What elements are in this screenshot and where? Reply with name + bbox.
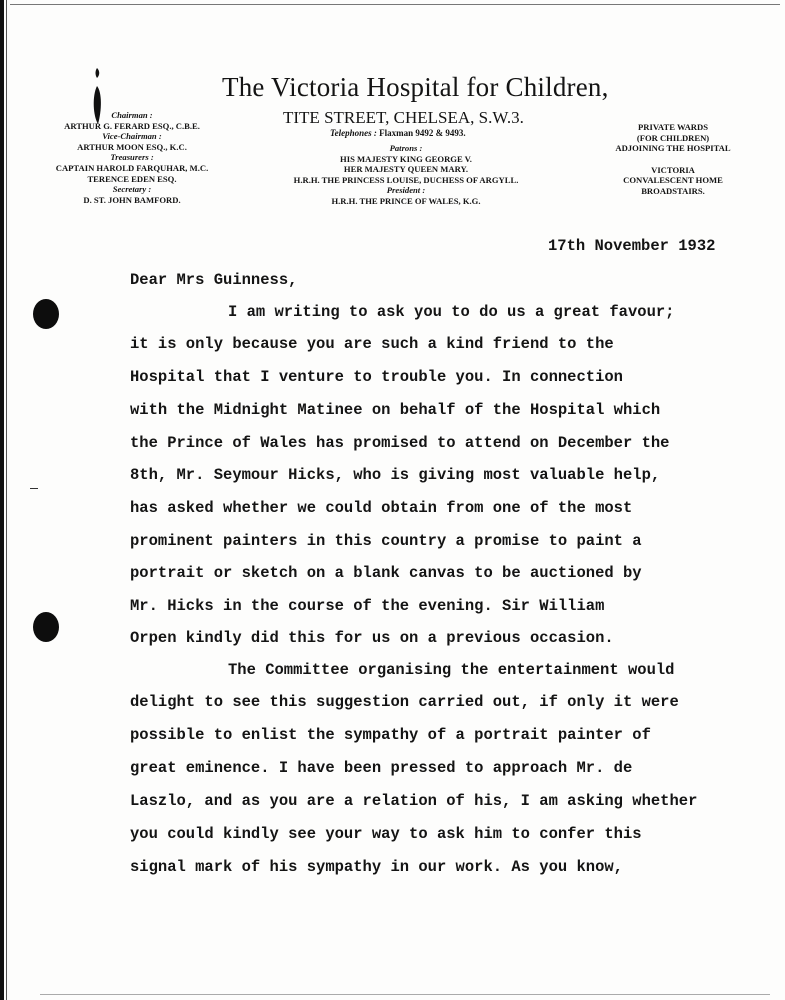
scan-edge-line <box>6 0 7 1000</box>
column-gap <box>598 154 748 165</box>
scan-tick-mark <box>30 488 38 489</box>
president-name: H.R.H. THE PRINCE OF WALES, K.G. <box>331 195 481 206</box>
convalescent-line: CONVALESCENT HOME <box>623 175 723 186</box>
body-line: possible to enlist the sympathy of a portrait painter of <box>130 726 651 744</box>
body-line: the Prince of Wales has promised to attend on December the <box>130 434 670 452</box>
treasurer-name: CAPTAIN HAROLD FARQUHAR, M.C. <box>55 162 209 173</box>
patrons-label: Patrons : <box>389 143 423 153</box>
body-line: delight to see this suggestion carried out, if only it were <box>130 693 679 711</box>
body-line: signal mark of his sympathy in our work. As you know, <box>130 858 623 876</box>
body-line: Hospital that I venture to trouble you. In connection <box>130 368 623 386</box>
telephone-value: Flaxman 9492 & 9493. <box>379 128 466 138</box>
body-line: Orpen kindly did this for us on a previous occasion. <box>130 629 614 647</box>
punch-hole-top <box>33 299 59 329</box>
body-line: portrait or sketch on a blank canvas to be auctioned by <box>130 564 642 582</box>
body-line: Laszlo, and as you are a relation of his, I am asking whether <box>130 792 698 810</box>
private-wards-line: ADJOINING THE HOSPITAL <box>615 143 731 154</box>
secretary-name: D. ST. JOHN BAMFORD. <box>83 194 181 205</box>
treasurers-role: Treasurers : <box>110 152 154 163</box>
chairman-name: ARTHUR G. FERARD ESQ., C.B.E. <box>64 120 200 131</box>
body-line: Mr. Hicks in the course of the evening. Sir William <box>130 597 605 615</box>
scan-bottom-rule <box>40 994 770 995</box>
chairman-role: Chairman : <box>111 110 153 120</box>
patron-name: H.R.H. THE PRINCESS LOUISE, DUCHESS OF ARGYLL. <box>293 174 519 185</box>
convalescent-line: VICTORIA <box>651 164 695 175</box>
body-line: great eminence. I have been pressed to approach Mr. de <box>130 759 633 777</box>
body-line: it is only because you are such a kind friend to the <box>130 335 614 353</box>
patrons-column <box>266 143 546 207</box>
body-line: prominent painters in this country a promise to paint a <box>130 532 642 550</box>
body-line: 8th, Mr. Seymour Hicks, who is giving most valuable help, <box>130 466 661 484</box>
telephone-label: Telephones : <box>330 128 377 138</box>
body-line: The Committee organising the entertainment would <box>228 661 675 679</box>
private-wards-line: (FOR CHILDREN) <box>636 132 710 143</box>
treasurer-name: TERENCE EDEN ESQ. <box>87 173 177 184</box>
scan-edge <box>0 0 4 1000</box>
body-line: with the Midnight Matinee on behalf of the Hospital which <box>130 401 661 419</box>
president-label: President : <box>386 185 426 196</box>
letter-date: 17th November 1932 <box>548 237 716 255</box>
body-line: I am writing to ask you to do us a great favour; <box>228 303 675 321</box>
salutation: Dear Mrs Guinness, <box>130 271 298 289</box>
punch-hole-bottom <box>33 612 59 642</box>
body-line: you could kindly see your way to ask him to confer this <box>130 825 642 843</box>
secretary-role: Secretary : <box>112 184 152 195</box>
hospital-name: The Victoria Hospital for Children, <box>222 72 609 102</box>
private-wards-line: PRIVATE WARDS <box>638 122 708 132</box>
officers-column <box>52 110 212 205</box>
hospital-address: TITE STREET, CHELSEA, S.W.3. <box>283 108 524 127</box>
patron-name: HER MAJESTY QUEEN MARY. <box>343 164 469 175</box>
telephone-line <box>330 128 466 138</box>
vice-chairman-name: ARTHUR MOON ESQ., K.C. <box>77 141 187 152</box>
vice-chairman-role: Vice-Chairman : <box>102 131 162 142</box>
branches-column <box>598 122 748 197</box>
body-line: has asked whether we could obtain from one of the most <box>130 499 633 517</box>
patron-name: HIS MAJESTY KING GEORGE V. <box>340 153 472 164</box>
convalescent-line: BROADSTAIRS. <box>641 185 705 196</box>
scan-top-rule <box>10 4 780 5</box>
